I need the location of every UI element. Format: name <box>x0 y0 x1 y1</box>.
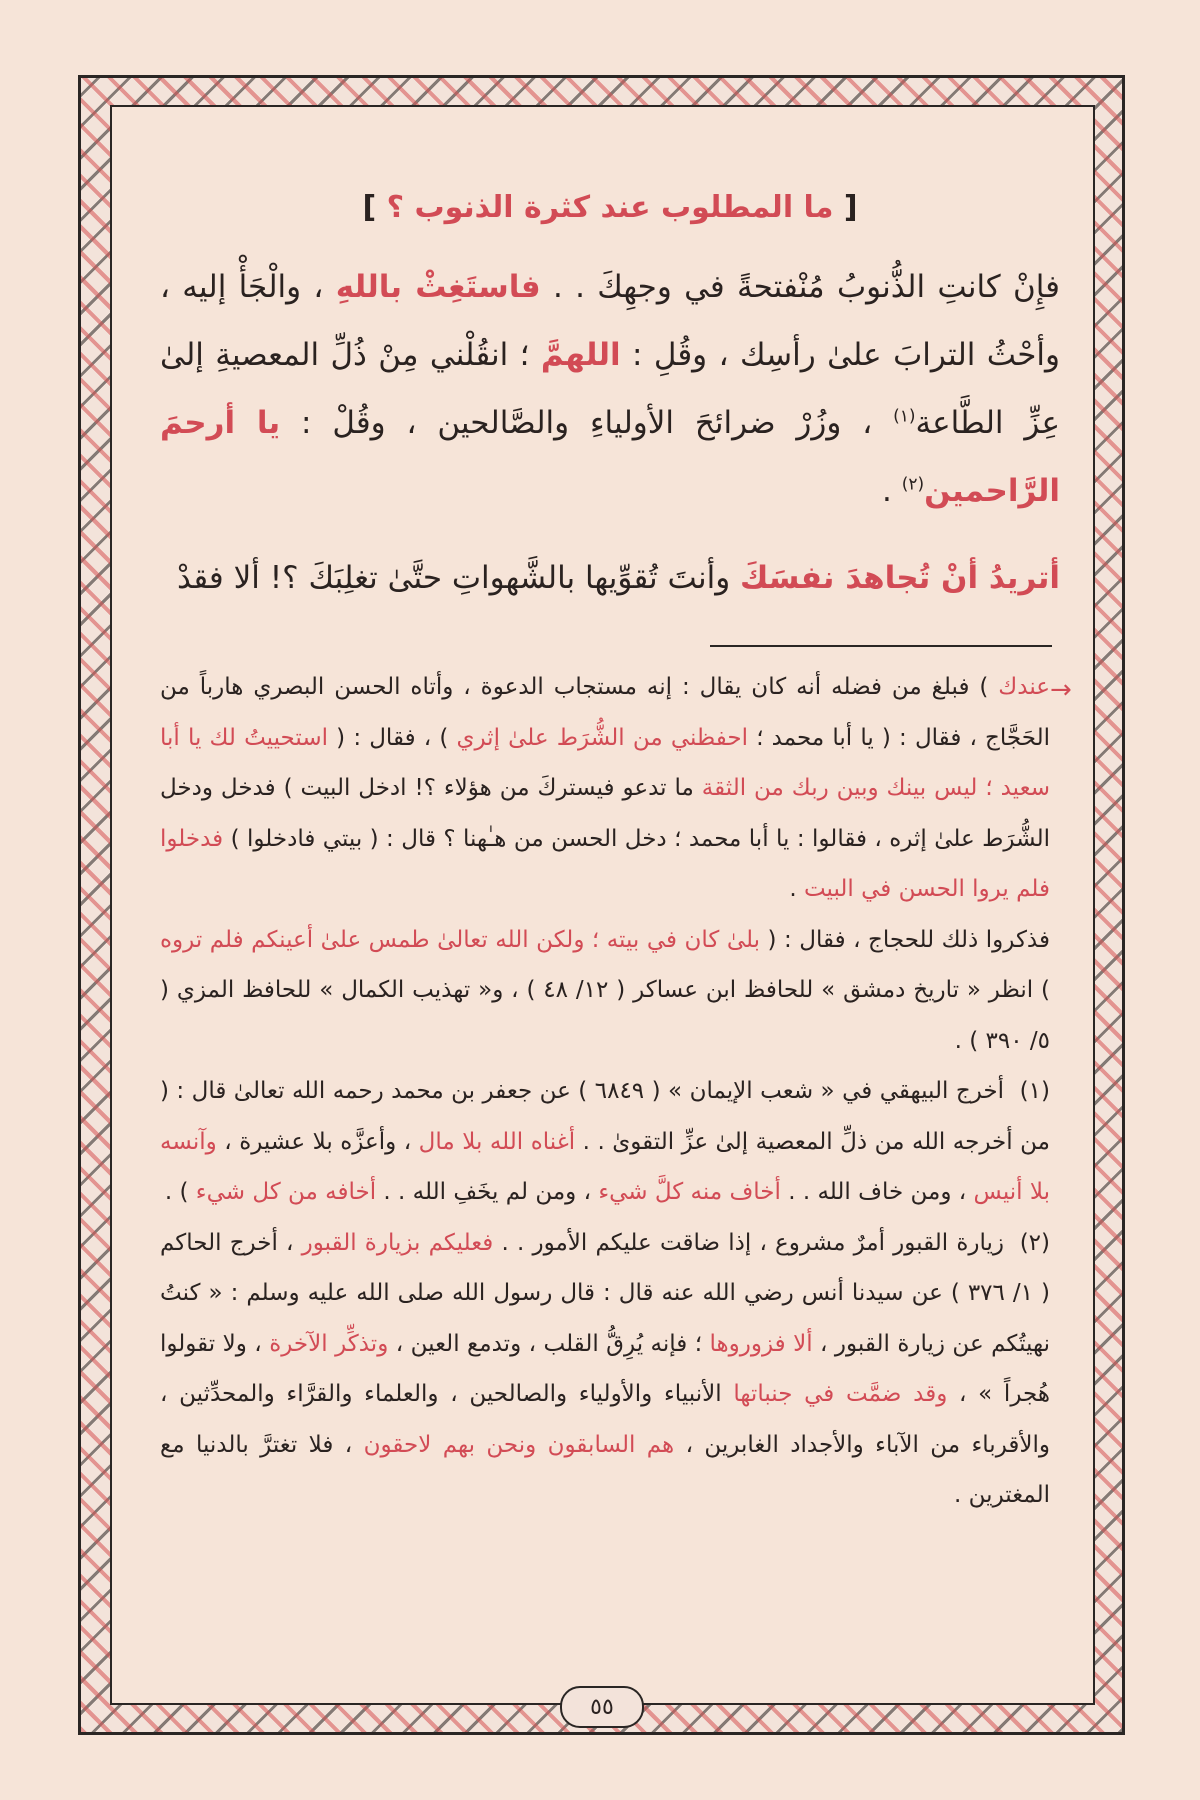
page-number-text: ٥٥ <box>590 1694 614 1720</box>
text-run: ) ، فقال : ( <box>328 724 457 751</box>
title-bracket-close: ] <box>362 190 387 225</box>
text-run: زيارة القبور أمرٌ مشروع ، إذا ضاقت عليكم الأمور . . <box>493 1229 1005 1256</box>
main-content <box>160 190 1060 609</box>
footnote-number-2: (٢) <box>1019 1229 1051 1256</box>
highlight-text: يا أرحمَ الرَّاحمين <box>160 405 1060 509</box>
section-title <box>160 190 1060 225</box>
footnote-continuation-2 <box>160 915 1050 1067</box>
title-text: ما المطلوب عند كثرة الذنوب ؟ <box>386 190 834 225</box>
text-run: . <box>882 473 902 509</box>
highlight-text: أغناه الله بلا مال <box>418 1128 576 1155</box>
text-run: ، وزُرْ ضرائحَ الأولياءِ والصَّالحين ، وقُلْ : <box>280 405 894 441</box>
text-run: ، ومن لم يخَفِ الله . . <box>376 1179 599 1205</box>
text-run: الأنبياء والأولياء والصالحين ، والعلماء والقرَّاء والمحدِّثين ، والأقرباء من الآباء والأجداد الغابرين ، <box>160 1381 1051 1458</box>
text-run: فإِنْ كانتِ الذُّنوبُ مُنْفتحةً في وجهِكَ . . <box>540 269 1060 305</box>
text-run: ، أخرج الحاكم ( ١/ ٣٧٦ ) عن سيدنا أنس رضي الله عنه قال : قال رسول الله صلى الله عليه وسلم : « كنتُ نهيتُكم عن زيارة القبور ، <box>160 1229 1051 1357</box>
footnote-ref-1[interactable]: (١) <box>893 406 916 427</box>
highlight-text: وتذكِّر الآخرة <box>269 1330 389 1357</box>
footnote-separator <box>710 645 1052 647</box>
text-run: ) فبلغ من فضله أنه كان يقال : إنه مستجاب الدعوة ، وأتاه الحسن البصري هارباً من الحَجَّاج ، فقال : ( يا أبا محمد ؛ <box>160 674 1051 751</box>
footnote-1 <box>160 1066 1050 1218</box>
footnote-2 <box>160 1218 1050 1521</box>
page-number <box>560 1686 644 1728</box>
text-run: ما تدعو فيستركَ من هؤلاء ؟! ادخل البيت ) فدخل ودخل الشُّرَط علىٰ إثره ، فقالوا : يا أبا محمد ؛ دخل الحسن من هـٰهنا ؟ قال : ( بيتي فادخلوا ) <box>160 775 1050 852</box>
footnote-number-1: (١) <box>1019 1078 1050 1104</box>
title-bracket-open: [ <box>833 190 858 225</box>
highlight-text: هم السابقون ونحن بهم لاحقون <box>363 1431 675 1458</box>
text-run: فذكروا ذلك للحجاج ، فقال : ( <box>760 926 1050 953</box>
highlight-text: أخاف منه كلَّ شيء <box>598 1179 781 1205</box>
text-run: ) انظر « تاريخ دمشق » للحافظ ابن عساكر ( ١٢/ ٤٨ ) ، و« تهذيب الكمال » للحافظ المزي ( ٥/ ٣٩٠ ) . <box>160 977 1050 1054</box>
continuation-arrow-icon: → <box>1050 675 1072 705</box>
text-run: ، ومن خاف الله . . <box>780 1179 974 1205</box>
text-run: ؛ فإنه يُرِقُّ القلب ، وتدمع العين ، <box>388 1330 710 1357</box>
footnote-continuation <box>160 662 1050 915</box>
highlight-text: استحييتُ لك يا أبا سعيد ؛ ليس بينك وبين ربك من الثقة <box>160 724 1050 801</box>
highlight-text: وقد ضمَّت في جنباتها <box>733 1381 948 1407</box>
highlight-text: أخافه من كل شيء <box>195 1179 377 1205</box>
text-run: . <box>789 876 804 902</box>
main-paragraph <box>160 253 1060 525</box>
question-paragraph <box>160 547 1060 609</box>
text-run: ) . <box>164 1179 196 1205</box>
highlight-text: عندك <box>998 674 1050 700</box>
text-run: ، فلا تغترَّ بالدنيا مع المغترين . <box>160 1431 1050 1508</box>
text-run: أخرج البيهقي في « شعب الإيمان » ( ٦٨٤٩ ) عن جعفر بن محمد رحمه الله تعالىٰ قال : ( من أخرجه الله من ذلِّ المعصية إلىٰ عزِّ التقوىٰ . . <box>160 1078 1050 1155</box>
highlight-text: فاستَغِثْ باللهِ <box>335 269 541 305</box>
text-run: ، والْجَأْ إليه ، وأحْثُ الترابَ علىٰ رأسِك ، وقُلِ : <box>160 269 1060 373</box>
highlight-text: ألا فزوروها <box>709 1330 813 1357</box>
highlight-text: فدخلوا فلم يروا الحسن في البيت <box>160 825 1050 902</box>
highlight-text: فعليكم بزيارة القبور <box>301 1229 494 1256</box>
highlight-text: بلىٰ كان في بيته ؛ ولكن الله تعالىٰ طمس علىٰ أعينكم فلم تروه <box>160 926 761 953</box>
footnotes-section <box>160 662 1050 1521</box>
text-run: ؛ انقُلْني مِنْ ذُلِّ المعصيةِ إلىٰ عِزِّ الطَّاعة <box>160 337 1060 441</box>
text-run: ، ولا تقولوا هُجراً » ، <box>160 1330 1050 1407</box>
highlight-text: أتريدُ أنْ تُجاهدَ نفسَكَ <box>740 560 1060 596</box>
text-run: ، وأعزَّه بلا عشيرة ، <box>216 1128 419 1155</box>
text-run: وأنتَ تُقوِّيها بالشَّهواتِ حتَّىٰ تغلِبَكَ ؟! ألا فقدْ <box>176 560 741 596</box>
highlight-text: وآنسه بلا أنيس <box>160 1128 1050 1205</box>
highlight-text: احفظني من الشُّرَط علىٰ إثري <box>456 724 749 751</box>
highlight-text: اللهمَّ <box>540 337 621 373</box>
footnote-ref-2[interactable]: (٢) <box>901 474 925 495</box>
